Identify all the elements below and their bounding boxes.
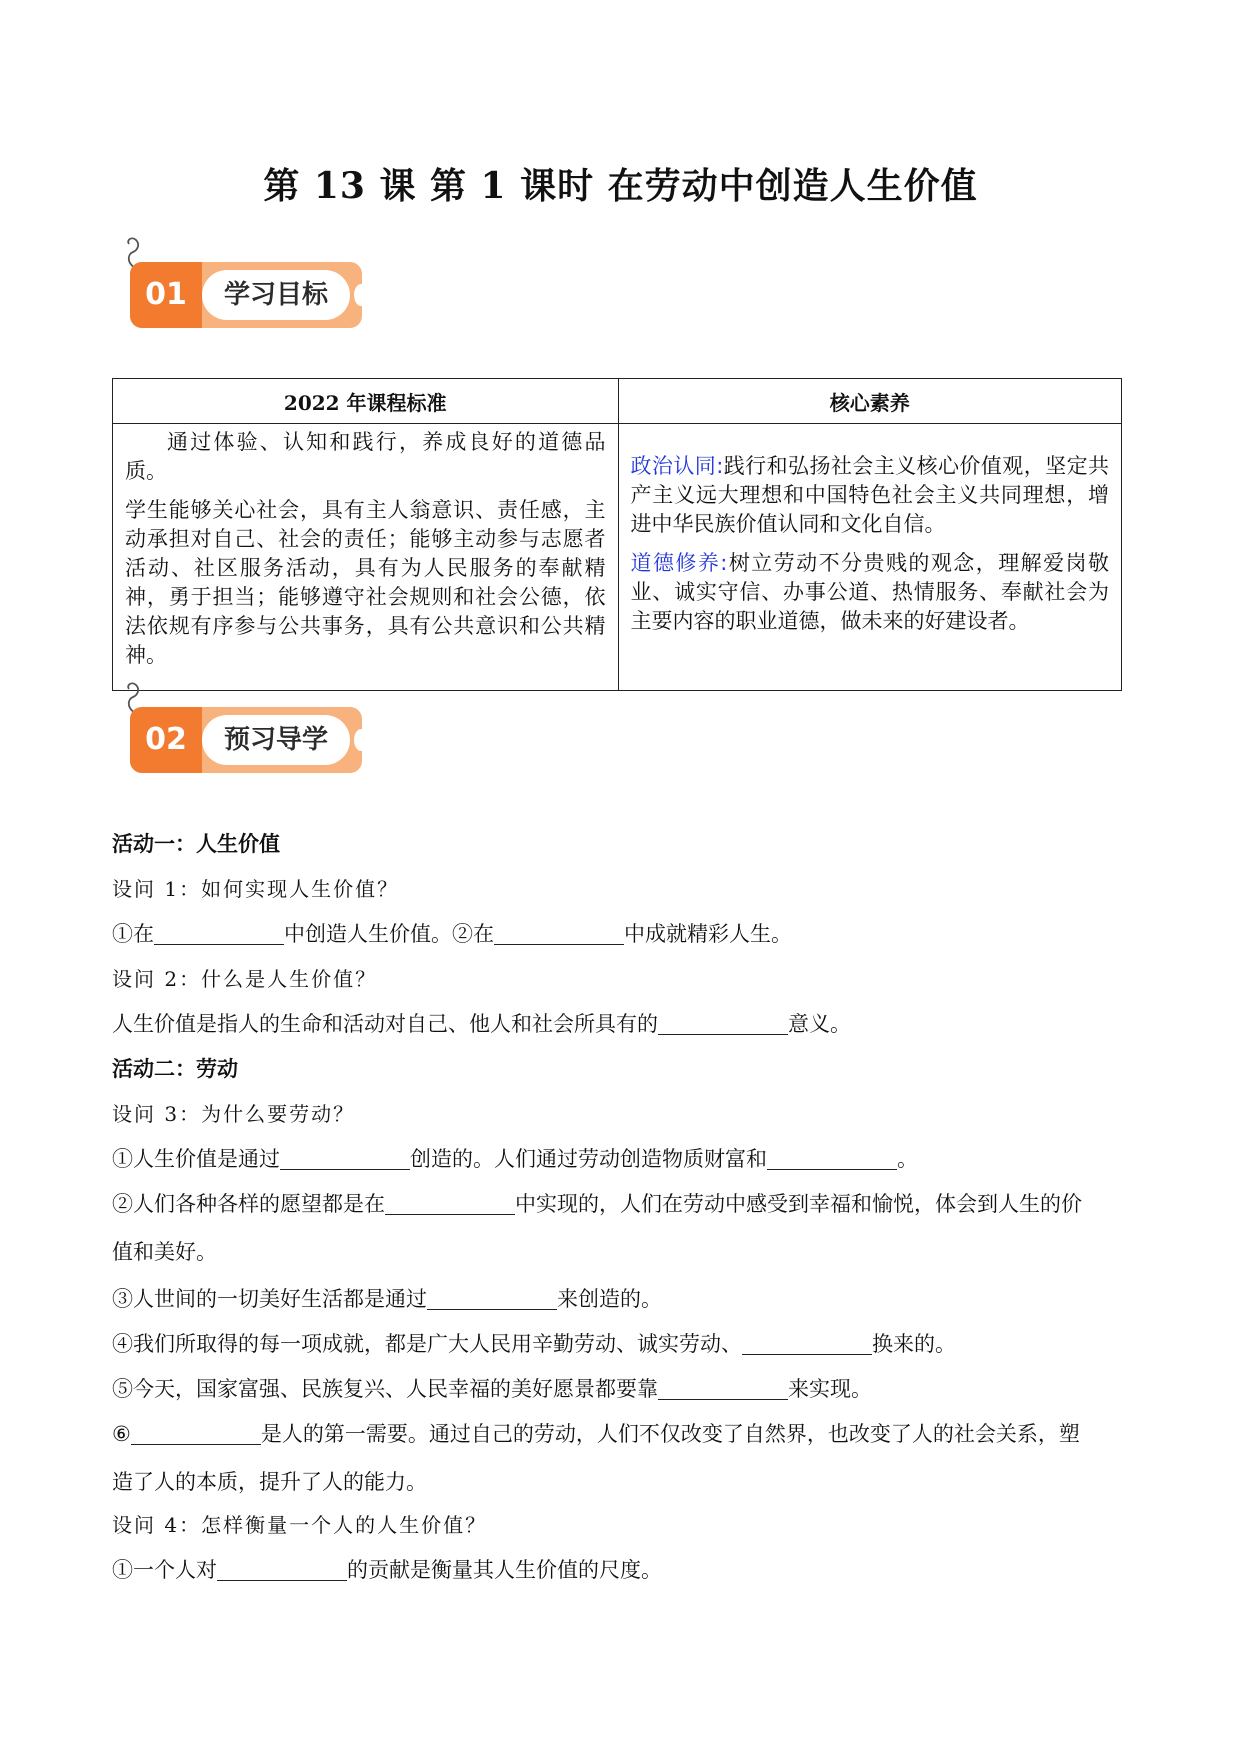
question-3: 设问 3：为什么要劳动？ [112,1102,356,1126]
section-badge-preview [130,707,362,773]
fill-blank[interactable] [658,1377,788,1400]
fill-blank[interactable] [131,1422,261,1445]
core-cell [618,424,1122,691]
core-text: 践行和弘扬社会主义核心价值观，坚定共产主义远大理想和中国特色社会主义共同理想，增进中华民族价值认同和文化自信。 [630,454,1110,536]
core-term: 道德修养: [630,551,728,575]
core-item-moral [631,549,1110,636]
answer-1: ①在 中创造人生价值。②在 中成就精彩人生。 [112,922,792,946]
answer-2: 人生价值是指人的生命和活动对自己、他人和社会所具有的 意义。 [112,1012,851,1036]
page-title: 第 13 课 第 1 课时 在劳动中创造人生价值 [263,165,978,207]
question-2: 设问 2：什么是人生价值？ [112,967,378,991]
answer-3-2: ②人们各种各样的愿望都是在 中实现的，人们在劳动中感受到幸福和愉悦，体会到人生的价 [112,1192,1082,1216]
section-label: 预习导学 [202,715,350,765]
standards-paragraph-1: 通过体验、认知和践行，养成良好的道德品质。 [125,430,606,483]
core-item-political [631,452,1110,539]
answer-3-1: ①人生价值是通过 创造的。人们通过劳动创造物质财富和 。 [112,1147,918,1171]
table-header-standards: 2022 年课程标准 [113,379,619,424]
answer-3-5: ⑤今天，国家富强、民族复兴、人民幸福的美好愿景都要靠 来实现。 [112,1377,872,1401]
section-badge-learning-goals [130,262,362,328]
fill-blank[interactable] [494,922,624,945]
answer-3-4: ④我们所取得的每一项成就，都是广大人民用辛勤劳动、诚实劳动、 换来的。 [112,1332,956,1356]
question-4: 设问 4：怎样衡量一个人的人生价值？ [112,1513,488,1537]
answer-3-6: ⑥ 是人的第一需要。通过自己的劳动，人们不仅改变了自然界，也改变了人的社会关系，塑 [112,1422,1080,1446]
section-label: 学习目标 [202,270,350,320]
fill-blank[interactable] [280,1147,410,1170]
section-number: 02 [130,707,202,773]
fill-blank[interactable] [154,922,284,945]
answer-3-2-cont: 值和美好。 [112,1240,217,1264]
activity-1-heading: 活动一：人生价值 [112,831,280,856]
standards-table [112,378,1122,691]
fill-blank[interactable] [427,1287,557,1310]
answer-4-1: ①一个人对 的贡献是衡量其人生价值的尺度。 [112,1558,662,1582]
core-text: 树立劳动不分贵贱的观念，理解爱岗敬业、诚实守信、办事公道、热情服务、奉献社会为主要内容的职业道德，做未来的好建设者。 [630,551,1110,633]
fill-blank[interactable] [742,1332,872,1355]
question-1: 设问 1：如何实现人生价值？ [112,877,400,901]
standards-paragraph-2: 学生能够关心社会，具有主人翁意识、责任感，主动承担对自己、社会的责任；能够主动参与志愿者活动、社区服务活动，具有为人民服务的奉献精神，勇于担当；能够遵守社会规则和社会公德，依法依规有序参与公共事务，具有公共意识和公共精神。 [125,498,606,667]
fill-blank[interactable] [385,1192,515,1215]
standards-cell [113,424,619,691]
answer-3-3: ③人世间的一切美好生活都是通过 来创造的。 [112,1287,662,1311]
fill-blank[interactable] [658,1012,788,1035]
table-header-core: 核心素养 [618,379,1122,424]
fill-blank[interactable] [217,1558,347,1581]
activity-2-heading: 活动二：劳动 [112,1056,238,1081]
core-term: 政治认同: [630,454,724,478]
section-number: 01 [130,262,202,328]
fill-blank[interactable] [767,1147,897,1170]
answer-3-6-cont: 造了人的本质，提升了人的能力。 [112,1470,427,1494]
